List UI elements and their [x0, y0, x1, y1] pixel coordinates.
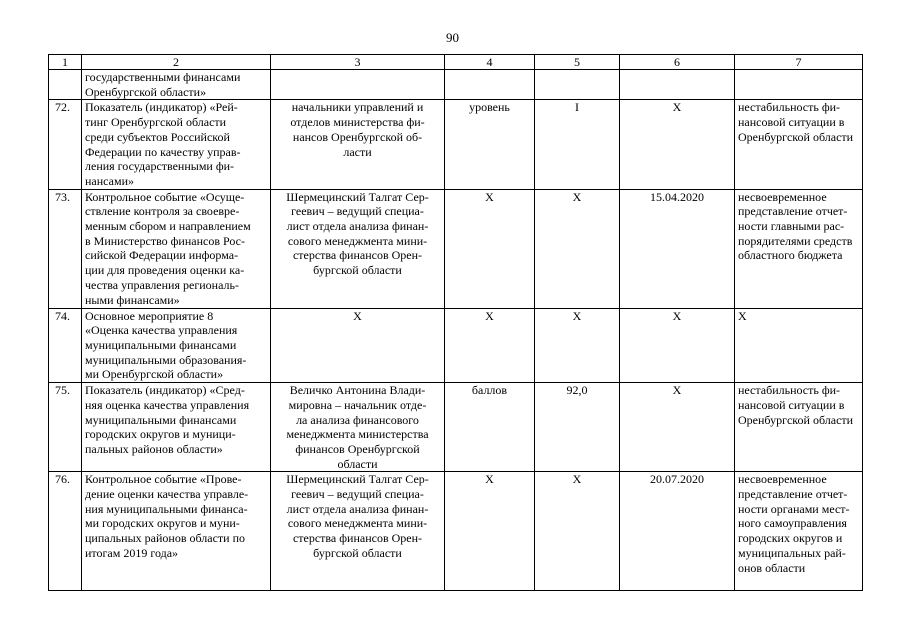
row-value: Х: [535, 189, 620, 308]
row-value: Х: [535, 472, 620, 591]
row-date: Х: [620, 308, 735, 383]
row-date: Х: [620, 383, 735, 472]
row-date: [620, 70, 735, 100]
row-unit: уровень: [445, 100, 535, 189]
table-row: [49, 100, 863, 189]
row-risk: [735, 70, 863, 100]
header-cell-3: 3: [271, 55, 445, 70]
row-name: Показатель (индикатор) «Рей- тинг Оренбургской области среди субъектов Российской Федерации по качеству управ- ления государственными фи- нансами»: [82, 100, 271, 189]
row-value: [535, 70, 620, 100]
plan-table: [48, 54, 863, 591]
row-responsible: Шермецинский Талгат Сер- геевич – ведущий специа- лист отдела анализа финан- сового менеджмента мини- стерства финансов Орен- бургской области: [271, 189, 445, 308]
header-row: [49, 55, 863, 70]
row-unit: баллов: [445, 383, 535, 472]
header-cell-6: 6: [620, 55, 735, 70]
row-unit: Х: [445, 308, 535, 383]
table-row: [49, 472, 863, 591]
row-value: Х: [535, 308, 620, 383]
row-risk: несвоевременное представление отчет- ности органами мест- ного самоуправления городских округов и муниципальных рай- онов области: [735, 472, 863, 591]
row-unit: Х: [445, 189, 535, 308]
row-date: Х: [620, 100, 735, 189]
row-number: 74.: [49, 308, 82, 383]
table-row: [49, 308, 863, 383]
row-value: 92,0: [535, 383, 620, 472]
row-risk: нестабильность фи- нансовой ситуации в Оренбургской области: [735, 383, 863, 472]
row-number: 75.: [49, 383, 82, 472]
row-name: Показатель (индикатор) «Сред- няя оценка качества управления муниципальными финансами городских округов и муници- пальных районов области»: [82, 383, 271, 472]
row-name: государственными финансами Оренбургской области»: [82, 70, 271, 100]
row-number: 72.: [49, 100, 82, 189]
row-date: 15.04.2020: [620, 189, 735, 308]
row-responsible: Х: [271, 308, 445, 383]
row-risk: нестабильность фи- нансовой ситуации в Оренбургской области: [735, 100, 863, 189]
header-cell-2: 2: [82, 55, 271, 70]
row-value: I: [535, 100, 620, 189]
header-cell-1: 1: [49, 55, 82, 70]
row-date: 20.07.2020: [620, 472, 735, 591]
row-name: Основное мероприятие 8 «Оценка качества управления муниципальными финансами муниципальными образования- ми Оренбургской области»: [82, 308, 271, 383]
row-responsible: начальники управлений и отделов министерства фи- нансов Оренбургской об- ласти: [271, 100, 445, 189]
row-number: [49, 70, 82, 100]
table-row: [49, 70, 863, 100]
row-name: Контрольное событие «Прове- дение оценки качества управле- ния муниципальными финанса- ми городских округов и муни- ципальных районов области по итогам 2019 года»: [82, 472, 271, 591]
header-cell-4: 4: [445, 55, 535, 70]
row-responsible: Величко Антонина Влади- мировна – начальник отде- ла анализа финансового менеджмента министерства финансов Оренбургской области: [271, 383, 445, 472]
table-row: [49, 383, 863, 472]
header-cell-5: 5: [535, 55, 620, 70]
row-unit: [445, 70, 535, 100]
row-number: 76.: [49, 472, 82, 591]
row-risk: несвоевременное представление отчет- ности главными рас- порядителями средств областного бюджета: [735, 189, 863, 308]
row-unit: Х: [445, 472, 535, 591]
row-name: Контрольное событие «Осуще- ствление контроля за своевре- менным сбором и направлением в Министерство финансов Рос- сийской Федерации информа- ции для проведения оценки ка- чества управления региональ- ными финансами»: [82, 189, 271, 308]
row-responsible: Шермецинский Талгат Сер- геевич – ведущий специа- лист отдела анализа финан- сового менеджмента мини- стерства финансов Орен- бургской области: [271, 472, 445, 591]
row-risk: Х: [735, 308, 863, 383]
header-cell-7: 7: [735, 55, 863, 70]
row-number: 73.: [49, 189, 82, 308]
table-row: [49, 189, 863, 308]
page-number: 90: [446, 30, 459, 45]
row-responsible: [271, 70, 445, 100]
